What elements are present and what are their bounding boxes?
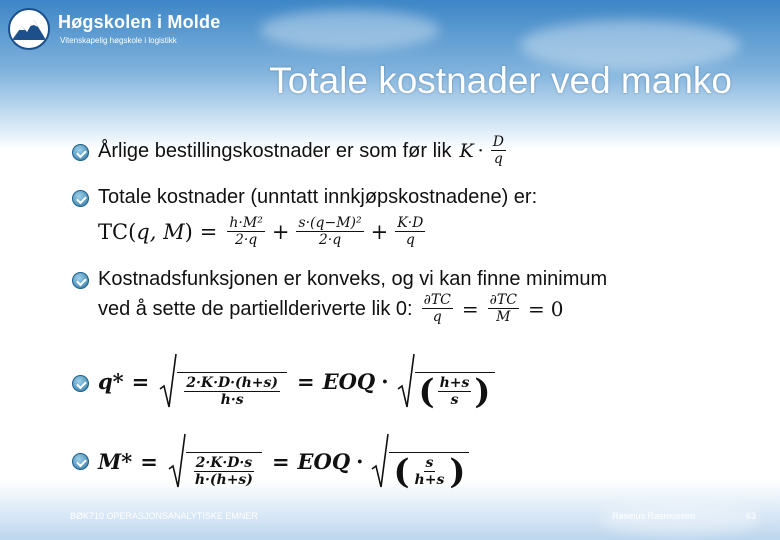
- math-symbol: ): [449, 452, 466, 492]
- fraction-denominator: M: [496, 309, 511, 326]
- fraction-numerator: ∂TC: [489, 292, 517, 309]
- footer-course: BØK710 OPERASJONSANALYTISKE EMNER: [70, 511, 258, 521]
- math-symbol: =: [527, 296, 545, 321]
- fraction-denominator: 2·q: [318, 232, 342, 249]
- fraction: [296, 215, 363, 249]
- mountain-logo-icon: [8, 8, 50, 50]
- fraction-denominator: q: [493, 151, 503, 168]
- math-symbol: EOQ: [322, 368, 376, 394]
- square-root: [168, 433, 262, 489]
- math-symbol: (: [418, 372, 435, 412]
- square-root: [159, 353, 287, 409]
- radical-sign: [397, 353, 415, 409]
- fraction: [422, 292, 453, 326]
- math-symbol: =: [140, 448, 158, 474]
- m-star-formula: [98, 432, 471, 490]
- slide-title: Totale kostnader ved manko: [269, 60, 732, 101]
- radical-content: [186, 452, 262, 489]
- math-symbol: K: [459, 139, 474, 162]
- bullet-ordering-cost: [98, 128, 509, 174]
- fraction-numerator: ∂TC: [423, 292, 451, 309]
- q-star-formula: [98, 352, 497, 410]
- bullet-check-icon: [72, 190, 89, 207]
- fraction-numerator: h+s: [439, 375, 470, 392]
- fraction: [491, 134, 506, 168]
- logo-name: Høgskolen i Molde: [58, 12, 221, 32]
- fraction-numerator: s: [425, 455, 434, 472]
- fraction: [184, 375, 280, 409]
- bullet-check-icon: [72, 272, 89, 289]
- bullet-check-icon: [72, 375, 89, 392]
- math-symbol: q, M: [136, 220, 185, 244]
- cloud-decoration: [260, 10, 440, 50]
- math-symbol: ·: [381, 368, 389, 394]
- radical-content: [389, 452, 469, 492]
- math-symbol: (: [393, 452, 410, 492]
- fraction-numerator: s·(q−M)²: [298, 215, 362, 232]
- math-symbol: =: [199, 220, 218, 244]
- fraction: [488, 292, 519, 326]
- math-symbol: +: [370, 220, 389, 244]
- radical-sign: [371, 433, 389, 489]
- fraction-numerator: D: [492, 134, 504, 151]
- fraction-numerator: K·D: [397, 215, 424, 232]
- square-root: [397, 353, 495, 412]
- bullet-text: Årlige bestillingskostnader er som før lik: [98, 139, 452, 162]
- bullet-total-cost: Totale kostnader (unntatt innkjøpskostnadene) er:: [98, 186, 538, 208]
- bullet-convex-line1: Kostnadsfunksjonen er konveks, og vi kan finne minimum: [98, 268, 608, 290]
- fraction-numerator: 2·K·D·s: [195, 455, 253, 472]
- partial-derivative-formula: [419, 292, 564, 326]
- math-symbol: =: [131, 368, 150, 394]
- fraction-denominator: q: [405, 232, 415, 249]
- fraction: [413, 455, 447, 489]
- total-cost-formula: [98, 208, 428, 256]
- math-symbol: =: [297, 368, 315, 394]
- math-symbol: =: [461, 296, 479, 321]
- bullet-check-icon: [72, 144, 89, 161]
- fraction-numerator: 2·K·D·(h+s): [186, 375, 278, 392]
- fraction-denominator: h+s: [414, 472, 445, 489]
- footer-page-number: 63: [746, 511, 757, 521]
- fraction-denominator: 2·q: [234, 232, 258, 249]
- fraction: [395, 215, 425, 249]
- school-logo: [8, 6, 221, 54]
- math-symbol: ): [184, 220, 193, 244]
- footer-author: Rasmus Rasmussen: [612, 511, 696, 521]
- radical-content: [415, 372, 495, 412]
- math-symbol: EOQ: [297, 448, 351, 474]
- square-root: [371, 433, 469, 492]
- radical-content: [177, 372, 287, 409]
- logo-tagline: Vitenskapelig høgskole i logistikk: [60, 36, 177, 45]
- math-symbol: q*: [98, 368, 124, 394]
- ordering-cost-formula: [459, 134, 508, 168]
- fraction: [193, 455, 255, 489]
- math-symbol: ): [474, 372, 491, 412]
- math-symbol: 0: [550, 296, 564, 321]
- bullet-text: ved å sette de partiellderiverte lik 0:: [98, 297, 413, 320]
- radical-sign: [159, 353, 177, 409]
- math-symbol: ·: [477, 139, 484, 162]
- math-symbol: M*: [98, 448, 133, 474]
- fraction-denominator: h·(h+s): [194, 472, 253, 489]
- bullet-check-icon: [72, 453, 89, 470]
- radical-sign: [168, 433, 186, 489]
- fraction-denominator: h·s: [220, 392, 244, 409]
- math-symbol: TC(: [98, 220, 137, 244]
- math-symbol: ·: [356, 448, 364, 474]
- fraction: [227, 215, 264, 249]
- fraction-denominator: s: [450, 392, 459, 409]
- bullet-convex-line2: [98, 286, 563, 332]
- fraction: [438, 375, 472, 409]
- math-symbol: +: [271, 220, 290, 244]
- fraction-denominator: q: [432, 309, 442, 326]
- fraction-numerator: h·M²: [229, 215, 263, 232]
- math-symbol: =: [271, 448, 290, 474]
